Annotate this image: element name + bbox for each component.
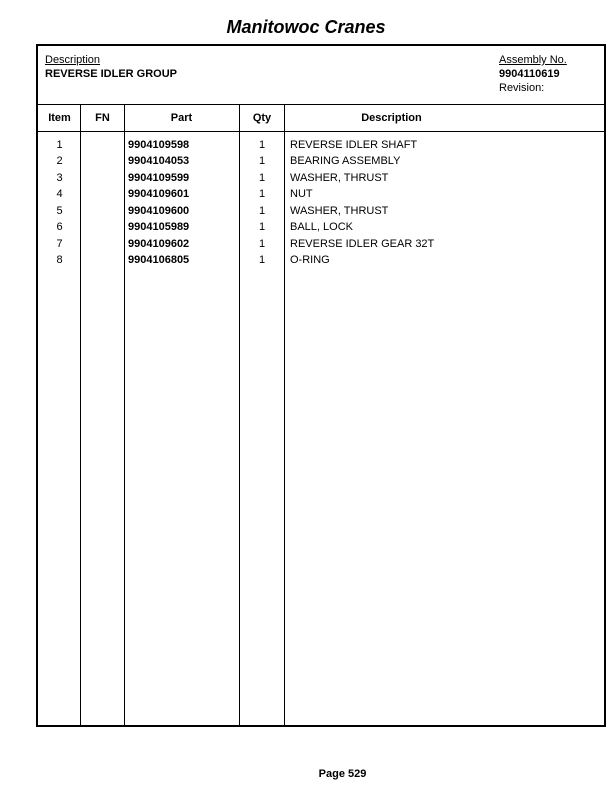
table-row xyxy=(38,238,604,254)
table-row xyxy=(38,188,604,204)
part-number: 9904109602 xyxy=(128,238,190,250)
revision-label: Revision: xyxy=(499,82,545,94)
column-header-item: Item xyxy=(48,112,71,124)
part-number: 9904109599 xyxy=(128,172,190,184)
table-row xyxy=(38,254,604,270)
table-row xyxy=(38,205,604,221)
table-row xyxy=(38,139,604,155)
table-row xyxy=(38,172,604,188)
quantity: 1 xyxy=(258,139,266,151)
table-row xyxy=(38,155,604,171)
item-number: 1 xyxy=(56,139,63,151)
table-row xyxy=(38,221,604,237)
part-description: REVERSE IDLER GEAR 32T xyxy=(290,238,435,250)
item-number: 2 xyxy=(56,155,63,167)
page-number: Page 529 xyxy=(318,768,367,780)
part-number: 9904109601 xyxy=(128,188,190,200)
column-header-qty: Qty xyxy=(252,112,272,124)
part-description: REVERSE IDLER SHAFT xyxy=(290,139,418,151)
assembly-number: 9904110619 xyxy=(499,68,560,80)
parts-list-frame xyxy=(36,44,606,727)
column-header-description: Description xyxy=(361,112,422,124)
item-number: 3 xyxy=(56,172,63,184)
part-description: BALL, LOCK xyxy=(290,221,353,233)
part-description: WASHER, THRUST xyxy=(290,205,389,217)
item-number: 4 xyxy=(56,188,63,200)
assembly-header xyxy=(38,46,604,105)
description-label: Description xyxy=(45,54,101,66)
quantity: 1 xyxy=(258,172,266,184)
item-number: 5 xyxy=(56,205,63,217)
part-number: 9904105989 xyxy=(128,221,190,233)
part-number: 9904104053 xyxy=(128,155,190,167)
part-number: 9904106805 xyxy=(128,254,190,266)
document-title: Manitowoc Cranes xyxy=(226,17,386,37)
item-number: 6 xyxy=(56,221,63,233)
quantity: 1 xyxy=(258,205,266,217)
table-header xyxy=(38,105,604,132)
part-description: BEARING ASSEMBLY xyxy=(290,155,401,167)
assembly-description: REVERSE IDLER GROUP xyxy=(45,68,178,80)
column-header-part: Part xyxy=(170,112,193,124)
quantity: 1 xyxy=(258,188,266,200)
quantity: 1 xyxy=(258,238,266,250)
part-description: WASHER, THRUST xyxy=(290,172,389,184)
quantity: 1 xyxy=(258,155,266,167)
quantity: 1 xyxy=(258,221,266,233)
item-number: 8 xyxy=(56,254,63,266)
part-number: 9904109600 xyxy=(128,205,190,217)
item-number: 7 xyxy=(56,238,63,250)
assembly-number-label: Assembly No. xyxy=(499,54,567,66)
column-header-fn: FN xyxy=(95,112,110,124)
quantity: 1 xyxy=(258,254,266,266)
part-description: O-RING xyxy=(290,254,330,266)
part-number: 9904109598 xyxy=(128,139,190,151)
part-description: NUT xyxy=(290,188,313,200)
